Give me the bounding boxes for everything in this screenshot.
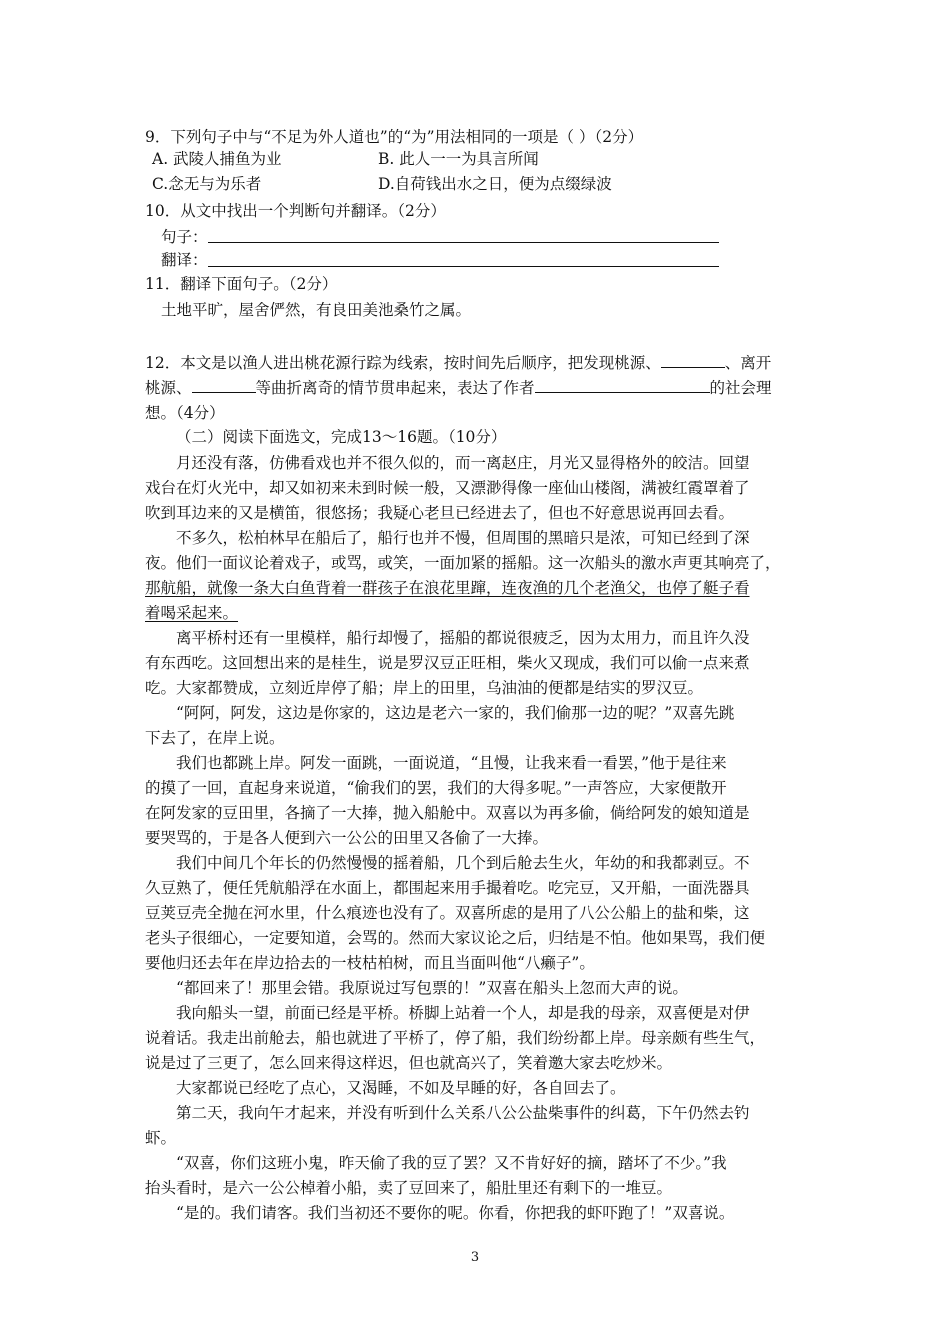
q11-sentence: 土地平旷，屋舍俨然，有良田美池桑竹之属。 [161, 301, 472, 319]
q10-sentence-answer-line[interactable] [208, 242, 719, 243]
passage-line: 说是过了三更了，怎么回来得这样迟，但也就高兴了，笑着邀大家去吃炒米。 [145, 1054, 673, 1072]
q9-option-c: C.念无与为乐者 [152, 175, 262, 193]
passage-line: 吃。大家都赞成，立刻近岸停了船；岸上的田里，乌油油的便都是结实的罗汉豆。 [145, 679, 704, 697]
q9-stem: 9．下列句子中与“不足为外人道也”的“为”用法相同的一项是（ ）（2分） [145, 128, 644, 146]
passage-underlined-line: 那航船，就像一条大白鱼背着一群孩子在浪花里蹿，连夜渔的几个老渔父，也停了艇子看 [145, 579, 750, 597]
passage-line: “阿阿，阿发，这边是你家的，这边是老六一家的，我们偷那一边的呢？”双喜先跳 [176, 704, 735, 722]
q12-line-2 [145, 376, 772, 399]
q9-option-a: A. 武陵人捕鱼为业 [152, 150, 282, 168]
q12-blank-1[interactable] [661, 351, 725, 368]
q12-text-5: 的社会理 [709, 379, 772, 397]
section2-title: （二）阅读下面选文，完成13～16题。（10分） [176, 428, 507, 446]
q12-text-1: 12．本文是以渔人进出桃花源行踪为线索，按时间先后顺序，把发现桃源、 [145, 354, 661, 372]
passage-line: “都回来了！那里会错。我原说过写包票的！”双喜在船头上忽而大声的说。 [176, 979, 688, 997]
passage-line: 豆荚豆壳全抛在河水里，什么痕迹也没有了。双喜所虑的是用了八公公船上的盐和柴，这 [145, 904, 750, 922]
passage-line: 月还没有落，仿佛看戏也并不很久似的，而一离赵庄，月光又显得格外的皎洁。回望 [176, 454, 750, 472]
q12-line-1 [145, 351, 771, 374]
passage-line: “是的。我们请客。我们当初还不要你的呢。你看，你把我的虾吓跑了！”双喜说。 [176, 1204, 735, 1222]
passage-line: 久豆熟了，便任凭航船浮在水面上，都围起来用手撮着吃。吃完豆，又开船，一面洗器具 [145, 879, 750, 897]
passage-line: 要哭骂的，于是各人便到六一公公的田里又各偷了一大捧。 [145, 829, 549, 847]
passage-line: 抬头看时，是六一公公棹着小船，卖了豆回来了，船肚里还有剩下的一堆豆。 [145, 1179, 673, 1197]
q11-stem: 11．翻译下面句子。（2分） [145, 275, 338, 293]
page-number: 3 [470, 1250, 480, 1265]
passage-line: 下去了，在岸上说。 [145, 729, 285, 747]
q12-blank-2[interactable] [192, 376, 256, 393]
passage-line: 第二天，我向午才起来，并没有听到什么关系八公公盐柴事件的纠葛，下午仍然去钓 [176, 1104, 750, 1122]
passage-line: 我们也都跳上岸。阿发一面跳，一面说道，“且慢，让我来看一看罢，”他于是往来 [176, 754, 727, 772]
passage-line: 老头子很细心，一定要知道，会骂的。然而大家议论之后，归结是不怕。他如果骂，我们便 [145, 929, 766, 947]
passage-line: 有东西吃。这回想出来的是桂生，说是罗汉豆正旺相，柴火又现成，我们可以偷一点来煮 [145, 654, 750, 672]
q12-text-3: 桃源、 [145, 379, 192, 397]
q9-option-b: B. 此人一一为具言所闻 [378, 150, 539, 168]
passage-underlined-line: 着喝采起来。 [145, 604, 239, 622]
q10-translation-label: 翻译： [161, 251, 208, 269]
q9-option-d: D.自荷钱出水之日，便为点缀绿波 [378, 175, 612, 193]
passage-line: 夜。他们一面议论着戏子，或骂，或笑，一面加紧的摇船。这一次船头的激水声更其响亮了， [145, 554, 781, 572]
q10-translation-answer-line[interactable] [208, 266, 719, 267]
passage-line: 的摸了一回，直起身来说道，“偷我们的罢，我们的大得多呢。”一声答应，大家便散开 [145, 779, 727, 797]
passage-line: 戏台在灯火光中，却又如初来未到时候一般，又漂渺得像一座仙山楼阁，满被红霞罩着了 [145, 479, 750, 497]
q12-text-2: 、离开 [724, 354, 772, 372]
passage-line: 要他归还去年在岸边拾去的一枝枯柏树，而且当面叫他“八癞子”。 [145, 954, 595, 972]
passage-line: 吹到耳边来的又是横笛，很悠扬；我疑心老旦已经进去了，但也不好意思说再回去看。 [145, 504, 735, 522]
passage-line: 说着话。我走出前舱去，船也就进了平桥了，停了船，我们纷纷都上岸。母亲颇有些生气， [145, 1029, 766, 1047]
passage-line: 在阿发家的豆田里，各摘了一大捧，抛入船舱中。双喜以为再多偷，倘给阿发的娘知道是 [145, 804, 750, 822]
q10-stem: 10．从文中找出一个判断句并翻译。（2分） [145, 202, 446, 220]
passage-line: “双喜，你们这班小鬼，昨天偷了我的豆了罢？又不肯好好的摘，踏坏了不少。”我 [176, 1154, 727, 1172]
q12-blank-3[interactable] [535, 376, 710, 393]
passage-line: 我们中间几个年长的仍然慢慢的摇着船，几个到后舱去生火，年幼的和我都剥豆。不 [176, 854, 750, 872]
q12-line-3: 想。（4分） [145, 404, 225, 422]
q10-sentence-label: 句子： [161, 228, 208, 246]
passage-line: 不多久，松柏林早在船后了，船行也并不慢，但周围的黑暗只是浓，可知已经到了深 [176, 529, 750, 547]
passage-line: 虾。 [145, 1129, 177, 1147]
passage-line: 大家都说已经吃了点心，又渴睡，不如及早睡的好，各自回去了。 [176, 1079, 626, 1097]
passage-line: 我向船头一望，前面已经是平桥。桥脚上站着一个人，却是我的母亲，双喜便是对伊 [176, 1004, 750, 1022]
q12-text-4: 等曲折离奇的情节贯串起来，表达了作者 [255, 379, 535, 397]
passage-line: 离平桥村还有一里模样，船行却慢了，摇船的都说很疲乏，因为太用力，而且许久没 [176, 629, 750, 647]
